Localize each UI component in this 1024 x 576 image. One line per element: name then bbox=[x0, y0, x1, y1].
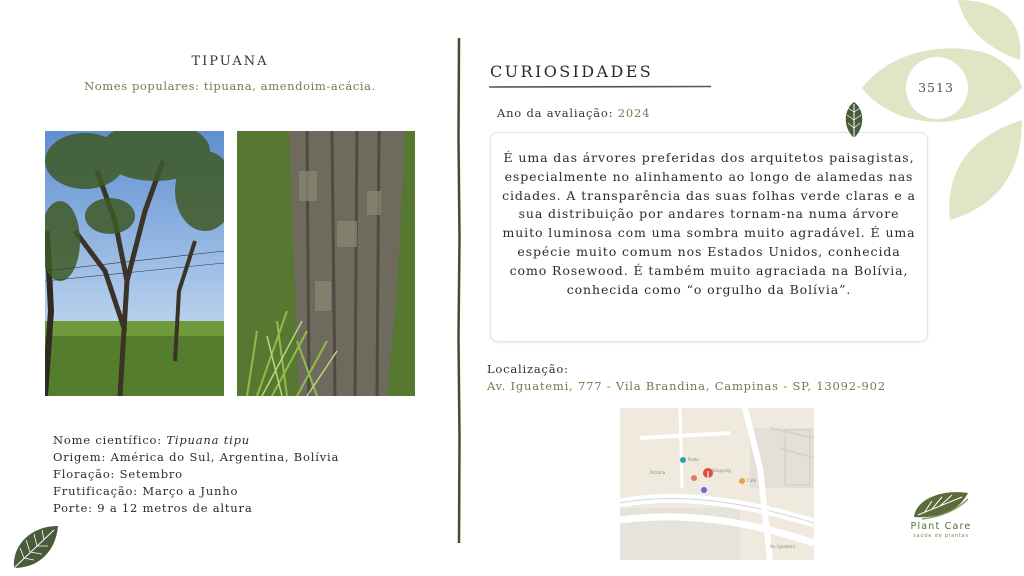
small-leaf-icon bbox=[843, 100, 865, 140]
evaluation-year-label: Ano da avaliação: bbox=[497, 106, 614, 120]
svg-text:Shopping: Shopping bbox=[712, 468, 731, 473]
flowering-row: Floração: Setembro bbox=[53, 467, 183, 481]
svg-text:Pizzaria: Pizzaria bbox=[650, 470, 666, 475]
evaluation-year-value: 2024 bbox=[617, 106, 651, 120]
decorative-leaves-icon bbox=[860, 0, 1024, 225]
fruiting-row: Frutificação: Março a Junho bbox=[53, 484, 239, 498]
location-address: Av. Iguatemi, 777 - Vila Brandina, Campinas - SP, 13092-902 bbox=[487, 379, 886, 393]
brand-name: Plant Care bbox=[910, 521, 972, 532]
evaluation-year bbox=[497, 106, 650, 120]
origin-row: Origem: América do Sul, Argentina, Bolívia bbox=[53, 450, 340, 464]
column-divider bbox=[454, 38, 464, 543]
scientific-name-value: Tipuana tipu bbox=[166, 433, 250, 447]
heading-underline bbox=[489, 84, 711, 90]
tree-canopy-photo bbox=[45, 131, 224, 396]
brand-tagline: saúde de plantas bbox=[913, 533, 969, 539]
size-row: Porte: 9 a 12 metros de altura bbox=[53, 501, 253, 515]
svg-text:Av. Iguatemi: Av. Iguatemi bbox=[770, 544, 795, 549]
corner-leaf-icon bbox=[10, 522, 62, 572]
curiosities-heading: CURIOSIDADES bbox=[490, 62, 654, 81]
location-map[interactable] bbox=[620, 408, 814, 560]
species-facts bbox=[53, 432, 339, 517]
popular-names: Nomes populares: tipuana, amendoim-acácia. bbox=[84, 79, 376, 93]
svg-text:Posto: Posto bbox=[688, 457, 699, 462]
curiosities-text: É uma das árvores preferidas dos arquitetos paisagistas, especialmente no alinhamento ao longo de alamedas nas cidades. A transparência das suas folhas verde claras e a sua distribuição por andares tornam-na numa árvore muito luminosa com uma sombra muito agradável. É uma espécie muito comum nos Estados Unidos, conhecida como Rosewood. É também muito agraciada na Bolívia, conhecida como “o orgulho da Bolívia”. bbox=[502, 150, 916, 297]
species-title: TIPUANA bbox=[191, 54, 269, 69]
location-label: Localização: bbox=[487, 362, 569, 376]
tree-trunk-photo bbox=[237, 131, 415, 396]
scientific-name-label: Nome científico: bbox=[53, 433, 162, 447]
scientific-name-row bbox=[53, 432, 339, 449]
record-number: 3513 bbox=[918, 80, 954, 95]
svg-text:Café: Café bbox=[747, 478, 757, 483]
